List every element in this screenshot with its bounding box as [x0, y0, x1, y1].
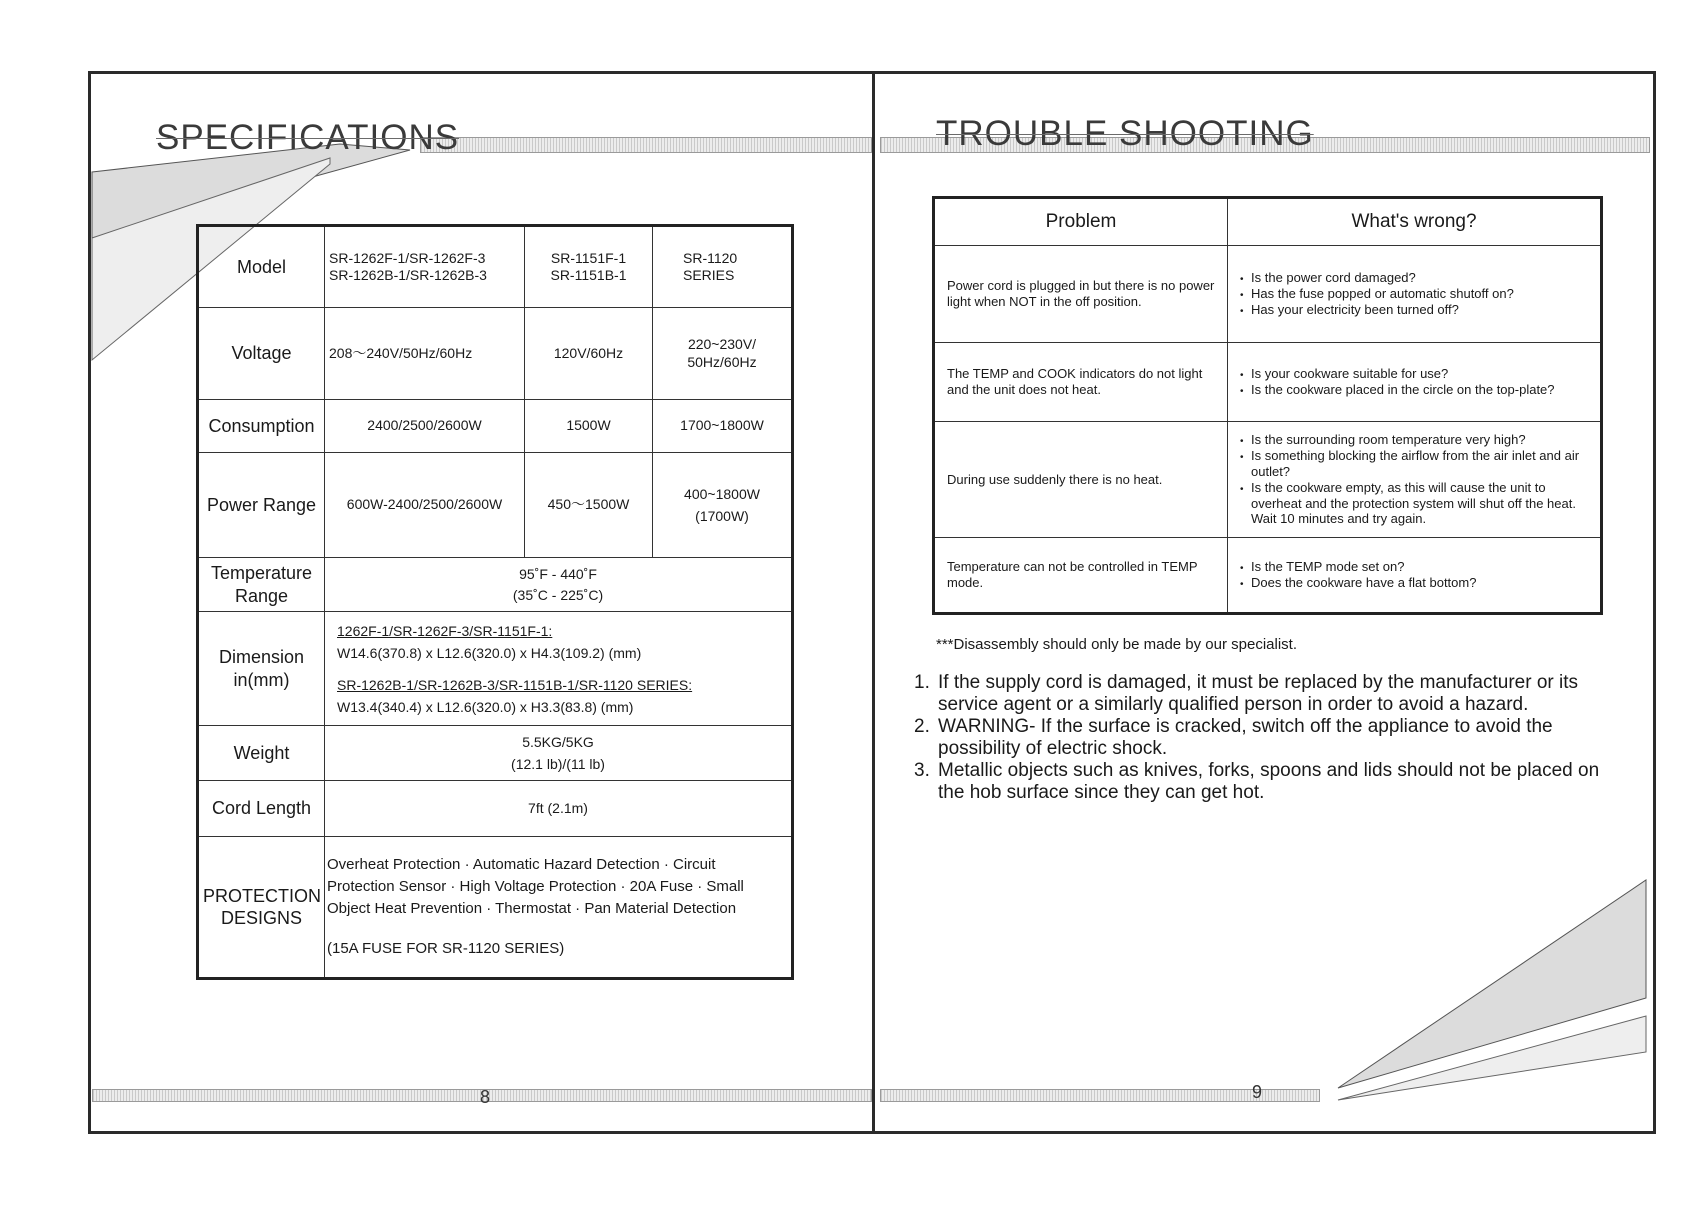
table-row: [934, 538, 1602, 614]
power-range-value-3: 400~1800W (1700W): [653, 453, 793, 558]
dimension-group1-models: 1262F-1/SR-1262F-3/SR-1151F-1:: [337, 622, 553, 639]
dimension-value: [325, 612, 793, 726]
model-value-1: SR-1262F-1/SR-1262F-3 SR-1262B-1/SR-1262B-3: [325, 226, 525, 308]
warning-item: 1. If the supply cord is damaged, it must be replaced by the manufacturer or its service agent or a similarly qualified person in order to avoid a hazard.: [914, 672, 1578, 715]
warning-item: 2. WARNING- If the surface is cracked, switch off the appliance to avoid the possibility of electric shock.: [914, 716, 1553, 759]
table-row: [198, 453, 793, 558]
causes-cell: [1228, 246, 1602, 343]
dimension-group1-size: W14.6(370.8) x L12.6(320.0) x H4.3(109.2) (mm): [337, 644, 642, 661]
model-label: Model: [198, 226, 325, 308]
protection-line-2: Protection Sensor · High Voltage Protection · 20A Fuse · Small: [327, 878, 744, 895]
cord-length-value: 7ft (2.1m): [325, 781, 793, 837]
table-row: [198, 781, 793, 837]
cause-item: • Is the power cord damaged?: [1240, 270, 1588, 286]
cause-item: • Is something blocking the airflow from the air inlet and air outlet?: [1240, 448, 1596, 480]
trouble-shooting-heading: TROUBLE SHOOTING: [936, 114, 1314, 153]
temperature-range-value: 95˚F - 440˚F (35˚C - 225˚C): [325, 558, 793, 612]
problem-cell: During use suddenly there is no heat.: [934, 422, 1228, 538]
cause-item: • Is the surrounding room temperature very high?: [1240, 432, 1596, 448]
voltage-value-1: 208～240V/50Hz/60Hz: [325, 308, 525, 400]
table-row: [198, 837, 793, 979]
causes-cell: [1228, 422, 1602, 538]
cause-item: • Has your electricity been turned off?: [1240, 302, 1588, 318]
protection-line-3: Object Heat Prevention · Thermostat · Pan Material Detection: [327, 900, 737, 917]
power-range-value-1: 600W-2400/2500/2600W: [325, 453, 525, 558]
power-range-label: Power Range: [198, 453, 325, 558]
page-number-left: 8: [480, 1087, 491, 1107]
whats-wrong-header: What's wrong?: [1228, 198, 1602, 246]
protection-designs-value: [325, 837, 793, 979]
dimension-label: Dimension in(mm): [198, 612, 325, 726]
trouble-shooting-table: [932, 196, 1603, 615]
consumption-value-3: 1700~1800W: [653, 400, 793, 453]
table-row: [198, 726, 793, 781]
cause-item: • Does the cookware have a flat bottom?: [1240, 575, 1588, 591]
cause-item: • Has the fuse popped or automatic shutoff on?: [1240, 286, 1588, 302]
consumption-value-2: 1500W: [525, 400, 653, 453]
page-number-right: 9: [1252, 1082, 1263, 1102]
specifications-table: [196, 224, 794, 980]
protection-line-1: Overheat Protection · Automatic Hazard Detection · Circuit: [327, 856, 716, 873]
dimension-group2-models: SR-1262B-1/SR-1262B-3/SR-1151B-1/SR-1120 SERIES:: [337, 676, 693, 693]
causes-cell: [1228, 343, 1602, 422]
warning-item: 3. Metallic objects such as knives, forks, spoons and lids should not be placed on the hob surface since they can get hot.: [914, 760, 1600, 803]
fuse-note: (15A FUSE FOR SR-1120 SERIES): [327, 940, 565, 957]
voltage-value-3: 220~230V/ 50Hz/60Hz: [653, 308, 793, 400]
protection-designs-label: PROTECTION DESIGNS: [198, 837, 325, 979]
voltage-label: Voltage: [198, 308, 325, 400]
specialist-note: ***Disassembly should only be made by our specialist.: [936, 636, 1298, 653]
weight-label: Weight: [198, 726, 325, 781]
problem-header: Problem: [934, 198, 1228, 246]
model-value-2: SR-1151F-1 SR-1151B-1: [525, 226, 653, 308]
cause-item: • Is the TEMP mode set on?: [1240, 559, 1588, 575]
table-row: [198, 558, 793, 612]
table-header-row: [934, 198, 1602, 246]
cord-length-label: Cord Length: [198, 781, 325, 837]
model-value-3: SR-1120 SERIES: [653, 226, 793, 308]
voltage-value-2: 120V/60Hz: [525, 308, 653, 400]
causes-cell: [1228, 538, 1602, 614]
dimension-group2-size: W13.4(340.4) x L12.6(320.0) x H3.3(83.8) (mm): [337, 698, 634, 715]
table-row: [934, 343, 1602, 422]
table-row: [198, 400, 793, 453]
table-row: [198, 612, 793, 726]
consumption-label: Consumption: [198, 400, 325, 453]
power-range-value-2: 450～1500W: [525, 453, 653, 558]
cause-item: • Is the cookware placed in the circle on the top-plate?: [1240, 382, 1588, 398]
weight-value: 5.5KG/5KG (12.1 lb)/(11 lb): [325, 726, 793, 781]
problem-cell: The TEMP and COOK indicators do not light and the unit does not heat.: [934, 343, 1228, 422]
table-row: [198, 226, 793, 308]
table-row: [934, 422, 1602, 538]
problem-cell: Power cord is plugged in but there is no power light when NOT in the off position.: [934, 246, 1228, 343]
consumption-value-1: 2400/2500/2600W: [325, 400, 525, 453]
specifications-heading: SPECIFICATIONS: [156, 118, 460, 157]
warnings-list: [914, 672, 1614, 804]
cause-item: • Is your cookware suitable for use?: [1240, 366, 1588, 382]
cause-item: • Is the cookware empty, as this will cause the unit to overheat and the protection system will shut off the heat. Wait 10 minutes and try again.: [1240, 480, 1596, 527]
table-row: [198, 308, 793, 400]
table-row: [934, 246, 1602, 343]
temperature-range-label: Temperature Range: [198, 558, 325, 612]
problem-cell: Temperature can not be controlled in TEMP mode.: [934, 538, 1228, 614]
